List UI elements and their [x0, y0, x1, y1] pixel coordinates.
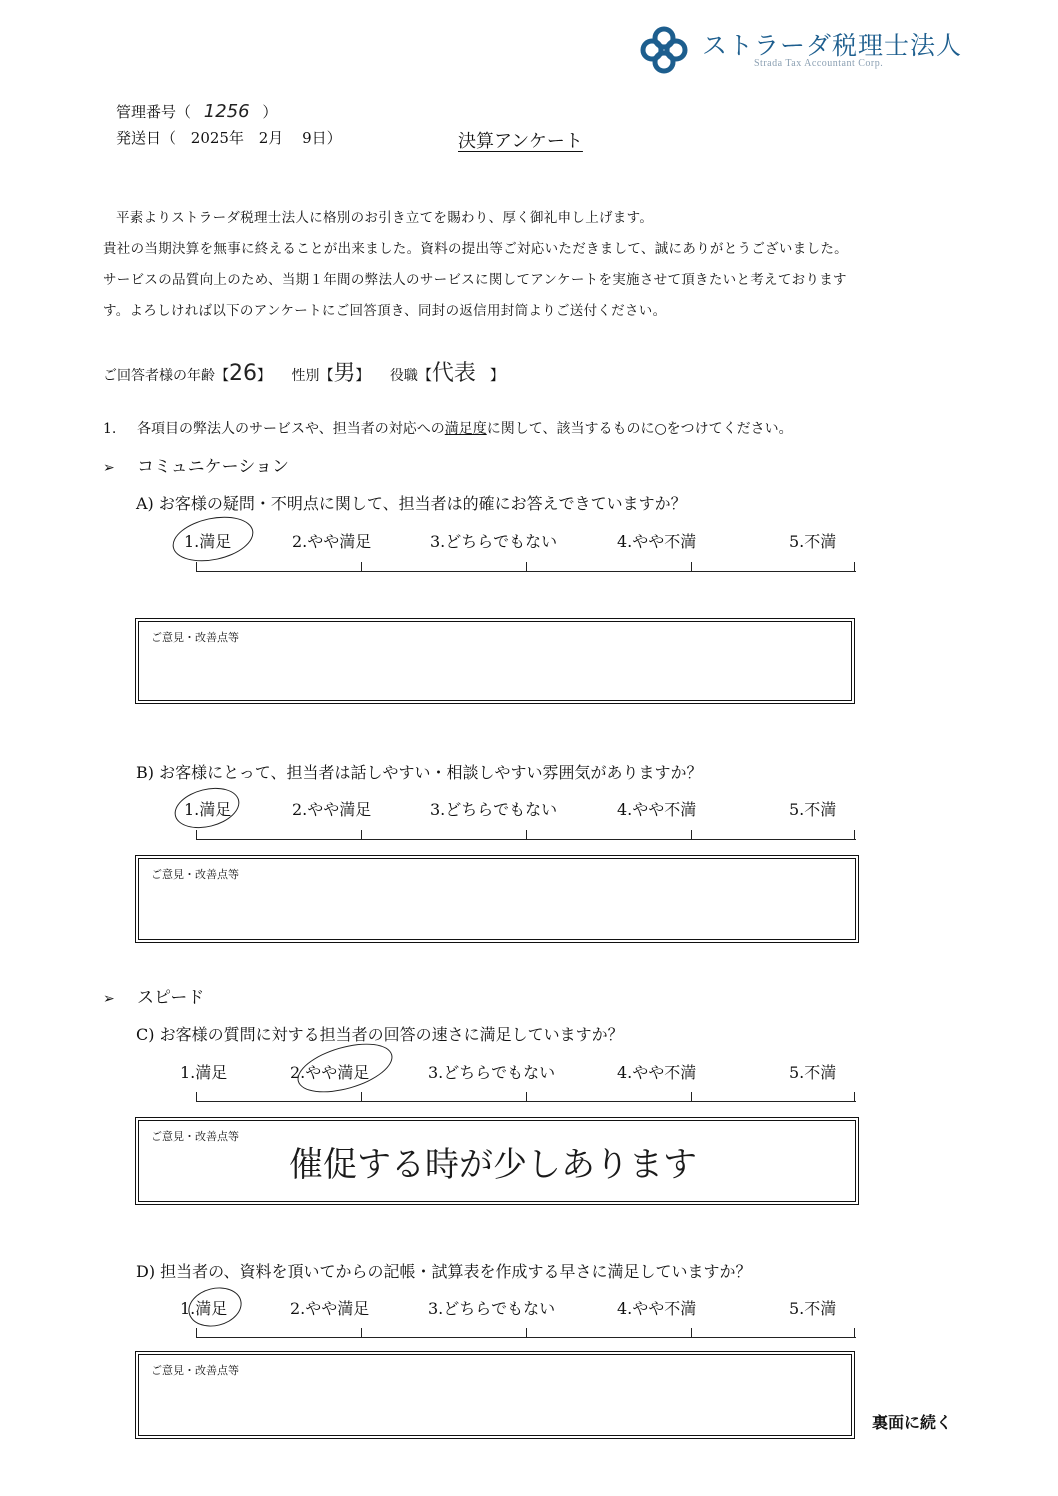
- management-number-close: ）: [262, 103, 278, 121]
- selection-circle: [170, 782, 243, 835]
- scale-tick: [526, 562, 527, 572]
- management-number: [116, 101, 277, 122]
- management-number-value: 1256: [203, 101, 250, 122]
- scale-tick: [361, 830, 362, 840]
- option-somewhat-dissatisfied[interactable]: 4.やや不満: [617, 1299, 697, 1318]
- section-title: スピード: [137, 988, 205, 1008]
- scale-tick: [196, 830, 197, 840]
- option-satisfied[interactable]: 1.満足: [184, 800, 232, 819]
- age-label: ご回答者様の年齢【: [103, 368, 229, 384]
- option-somewhat-dissatisfied[interactable]: 4.やや不満: [617, 800, 697, 819]
- scale-tick: [854, 830, 855, 840]
- scale-tick: [526, 1328, 527, 1338]
- option-neutral[interactable]: 3.どちらでもない: [430, 532, 558, 551]
- section-arrow-icon: ➢: [103, 991, 115, 1007]
- option-somewhat-satisfied[interactable]: 2.やや満足: [292, 532, 372, 551]
- sent-date-year: 2025年: [190, 129, 244, 147]
- option-somewhat-dissatisfied[interactable]: 4.やや不満: [617, 1063, 697, 1082]
- option-dissatisfied[interactable]: 5.不満: [789, 532, 837, 551]
- option-somewhat-satisfied[interactable]: 2.やや満足: [290, 1299, 370, 1318]
- instruction: [103, 418, 793, 438]
- section-communication: [103, 452, 289, 477]
- instruction-text-1: 各項目の弊法人のサービスや、担当者の対応への: [137, 421, 445, 437]
- company-name: ストラーダ税理士法人: [702, 31, 963, 60]
- question-b: B) お客様にとって、担当者は話しやすい・相談しやすい雰囲気がありますか？: [136, 763, 703, 782]
- option-neutral[interactable]: 3.どちらでもない: [428, 1063, 556, 1082]
- rating-scale: [196, 1326, 856, 1338]
- question-a: A) お客様の疑問・不明点に関して、担当者は的確にお答えできていますか？: [136, 494, 687, 513]
- role-close: 】: [489, 368, 504, 384]
- section-arrow-icon: ➢: [103, 460, 115, 476]
- rating-scale: [196, 828, 856, 840]
- option-satisfied[interactable]: 1.満足: [180, 1063, 228, 1082]
- scale-tick: [361, 1092, 362, 1102]
- company-logo-mark-icon: [636, 22, 692, 78]
- intro-line: サービスの品質向上のため、当期１年間の弊法人のサービスに関してアンケートを実施させて頂きたいと考えております: [103, 272, 847, 288]
- gender-value: 男: [333, 361, 356, 386]
- option-somewhat-satisfied[interactable]: 2.やや満足: [290, 1063, 370, 1082]
- comment-label: ご意見・改善点等: [151, 868, 239, 881]
- intro-line: す。よろしければ以下のアンケートにご回答頂き、同封の返信用封筒よりご送付ください。: [103, 303, 667, 319]
- question-c: C) お客様の質問に対する担当者の回答の速さに満足していますか？: [136, 1025, 624, 1044]
- sent-date: [116, 127, 342, 148]
- scale-tick: [854, 1328, 855, 1338]
- scale-tick: [526, 830, 527, 840]
- instruction-text-2: に関して、該当するものに○をつけてください。: [486, 421, 793, 437]
- section-speed: [103, 983, 204, 1008]
- rating-scale: [196, 560, 856, 572]
- scale-tick: [854, 1092, 855, 1102]
- option-neutral[interactable]: 3.どちらでもない: [430, 800, 558, 819]
- age-value: 26: [229, 361, 257, 386]
- scale-tick: [361, 1328, 362, 1338]
- role-value: 代表: [431, 361, 476, 386]
- option-satisfied[interactable]: 1.満足: [184, 532, 232, 551]
- scale-tick: [196, 562, 197, 572]
- option-somewhat-satisfied[interactable]: 2.やや満足: [292, 800, 372, 819]
- respondent-info: [103, 356, 504, 387]
- page-title: 決算アンケート: [458, 131, 583, 152]
- gender-close: 】: [355, 368, 370, 384]
- sent-date-label: 発送日（: [116, 129, 177, 147]
- comment-label: ご意見・改善点等: [151, 631, 239, 644]
- scale-tick: [361, 562, 362, 572]
- age-close: 】: [257, 368, 271, 384]
- sent-date-day: 9日）: [302, 129, 342, 147]
- management-number-label: 管理番号（: [116, 103, 192, 121]
- option-somewhat-dissatisfied[interactable]: 4.やや不満: [617, 532, 697, 551]
- comment-box-d[interactable]: [138, 1354, 852, 1436]
- scale-tick: [691, 1328, 692, 1338]
- question-d: D) 担当者の、資料を頂いてからの記帳・試算表を作成する早さに満足していますか？: [136, 1262, 752, 1281]
- comment-label: ご意見・改善点等: [151, 1130, 239, 1143]
- option-dissatisfied[interactable]: 5.不満: [789, 1299, 837, 1318]
- comment-label: ご意見・改善点等: [151, 1364, 239, 1377]
- intro-line: 貴社の当期決算を無事に終えることが出来ました。資料の提出等ご対応いただきまして、誠にありがとうございました。: [103, 241, 848, 257]
- option-dissatisfied[interactable]: 5.不満: [789, 800, 837, 819]
- option-neutral[interactable]: 3.どちらでもない: [428, 1299, 556, 1318]
- scale-tick: [691, 1092, 692, 1102]
- company-subtitle: Strada Tax Accountant Corp.: [754, 58, 884, 69]
- option-satisfied[interactable]: 1.満足: [180, 1299, 228, 1318]
- option-dissatisfied[interactable]: 5.不満: [789, 1063, 837, 1082]
- instruction-text-emphasis: 満足度: [444, 421, 487, 437]
- scale-tick: [691, 562, 692, 572]
- rating-scale: [196, 1090, 856, 1102]
- scale-tick: [854, 562, 855, 572]
- section-title: コミュニケーション: [137, 457, 289, 477]
- scale-tick: [691, 830, 692, 840]
- role-label: 役職【: [389, 368, 432, 384]
- continued-note: 裏面に続く: [872, 1413, 953, 1432]
- scale-tick: [526, 1092, 527, 1102]
- comment-box-b[interactable]: [138, 858, 856, 940]
- scale-tick: [196, 1328, 197, 1338]
- company-logo: [636, 22, 966, 78]
- gender-label: 性別【: [291, 368, 334, 384]
- scale-tick: [196, 1092, 197, 1102]
- sent-date-month: 2月: [258, 129, 284, 147]
- instruction-number: 1.: [103, 421, 117, 437]
- comment-box-a[interactable]: [138, 621, 852, 701]
- comment-text: 催促する時が少しあります: [289, 1145, 697, 1185]
- intro-line: 平素よりストラーダ税理士法人に格別のお引き立てを賜わり、厚く御礼申し上げます。: [116, 210, 654, 226]
- selection-circle: [184, 1282, 246, 1332]
- comment-box-c[interactable]: [138, 1120, 856, 1202]
